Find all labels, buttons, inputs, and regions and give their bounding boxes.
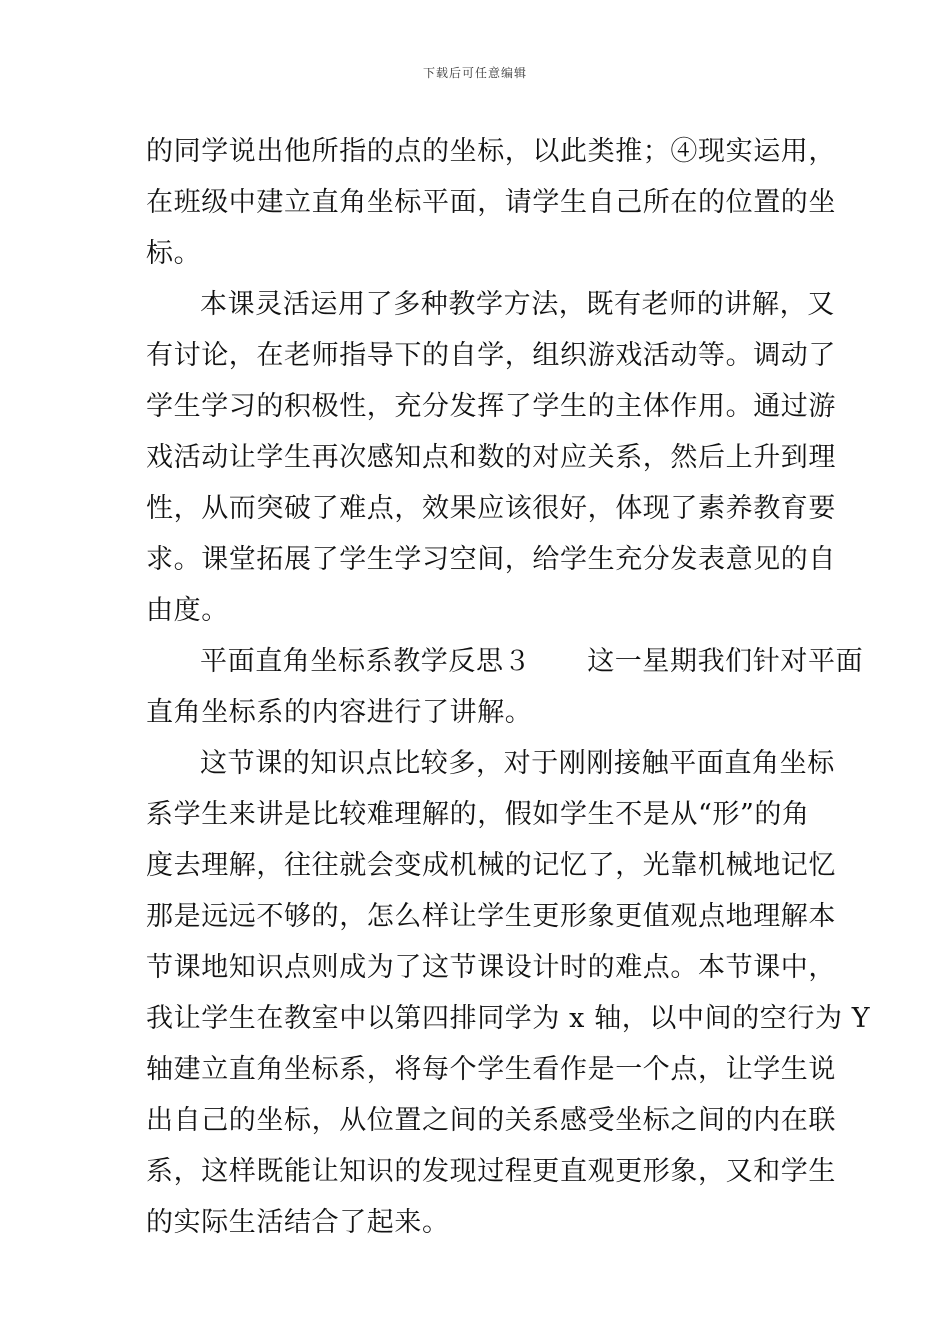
document-body: [146, 126, 871, 1248]
text-line: 度去理解，往往就会变成机械的记忆了，光靠机械地记忆: [146, 850, 836, 881]
paragraph-4: [146, 738, 871, 1248]
text-line: 有讨论，在老师指导下的自学，组织游戏活动等。调动了: [146, 340, 836, 371]
text-line: 的实际生活结合了起来。: [146, 1207, 450, 1238]
text-line: 戏活动让学生再次感知点和数的对应关系，然后上升到理: [146, 442, 836, 473]
text-line: 求。课堂拓展了学生学习空间，给学生充分发表意见的自: [146, 544, 836, 575]
text-line: 性，从而突破了难点，效果应该很好，体现了素养教育要: [146, 493, 836, 524]
section-heading-line: [146, 636, 864, 687]
text-line: 直角坐标系的内容进行了讲解。: [146, 697, 533, 728]
text-line: 学生学习的积极性，充分发挥了学生的主体作用。通过游: [146, 391, 836, 422]
paragraph-1: [146, 126, 836, 279]
page-header: 下载后可任意编辑: [422, 66, 527, 80]
text-line: 标。: [146, 238, 202, 269]
text-line: 我让学生在教室中以第四排同学为 x 轴，以中间的空行为 Y: [146, 1003, 871, 1034]
text-line: 节课地知识点则成为了这节课设计时的难点。本节课中，: [146, 952, 836, 983]
text-line: 系，这样既能让知识的发现过程更直观更形象，又和学生: [146, 1156, 836, 1187]
paragraph-2: [146, 279, 836, 636]
text-line: 这节课的知识点比较多，对于刚刚接触平面直角坐标: [200, 748, 835, 779]
text-line: 在班级中建立直角坐标平面，请学生自己所在的位置的坐: [146, 187, 836, 218]
text-line: 轴建立直角坐标系，将每个学生看作是一个点，让学生说: [146, 1054, 836, 1085]
section-heading: 平面直角坐标系教学反思３: [200, 646, 532, 677]
text-line: 系学生来讲是比较难理解的，假如学生不是从“形”的角: [146, 799, 810, 830]
text-line: 本课灵活运用了多种教学方法，既有老师的讲解，又: [200, 289, 835, 320]
text-line: 出自己的坐标，从位置之间的关系感受坐标之间的内在联: [146, 1105, 836, 1136]
heading-continuation: 这一星期我们针对平面: [587, 646, 864, 677]
text-line: 由度。: [146, 595, 229, 626]
text-line: 的同学说出他所指的点的坐标，以此类推；④现实运用，: [146, 136, 836, 167]
paragraph-3: [146, 636, 864, 738]
text-line: 那是远远不够的，怎么样让学生更形象更值观点地理解本: [146, 901, 836, 932]
